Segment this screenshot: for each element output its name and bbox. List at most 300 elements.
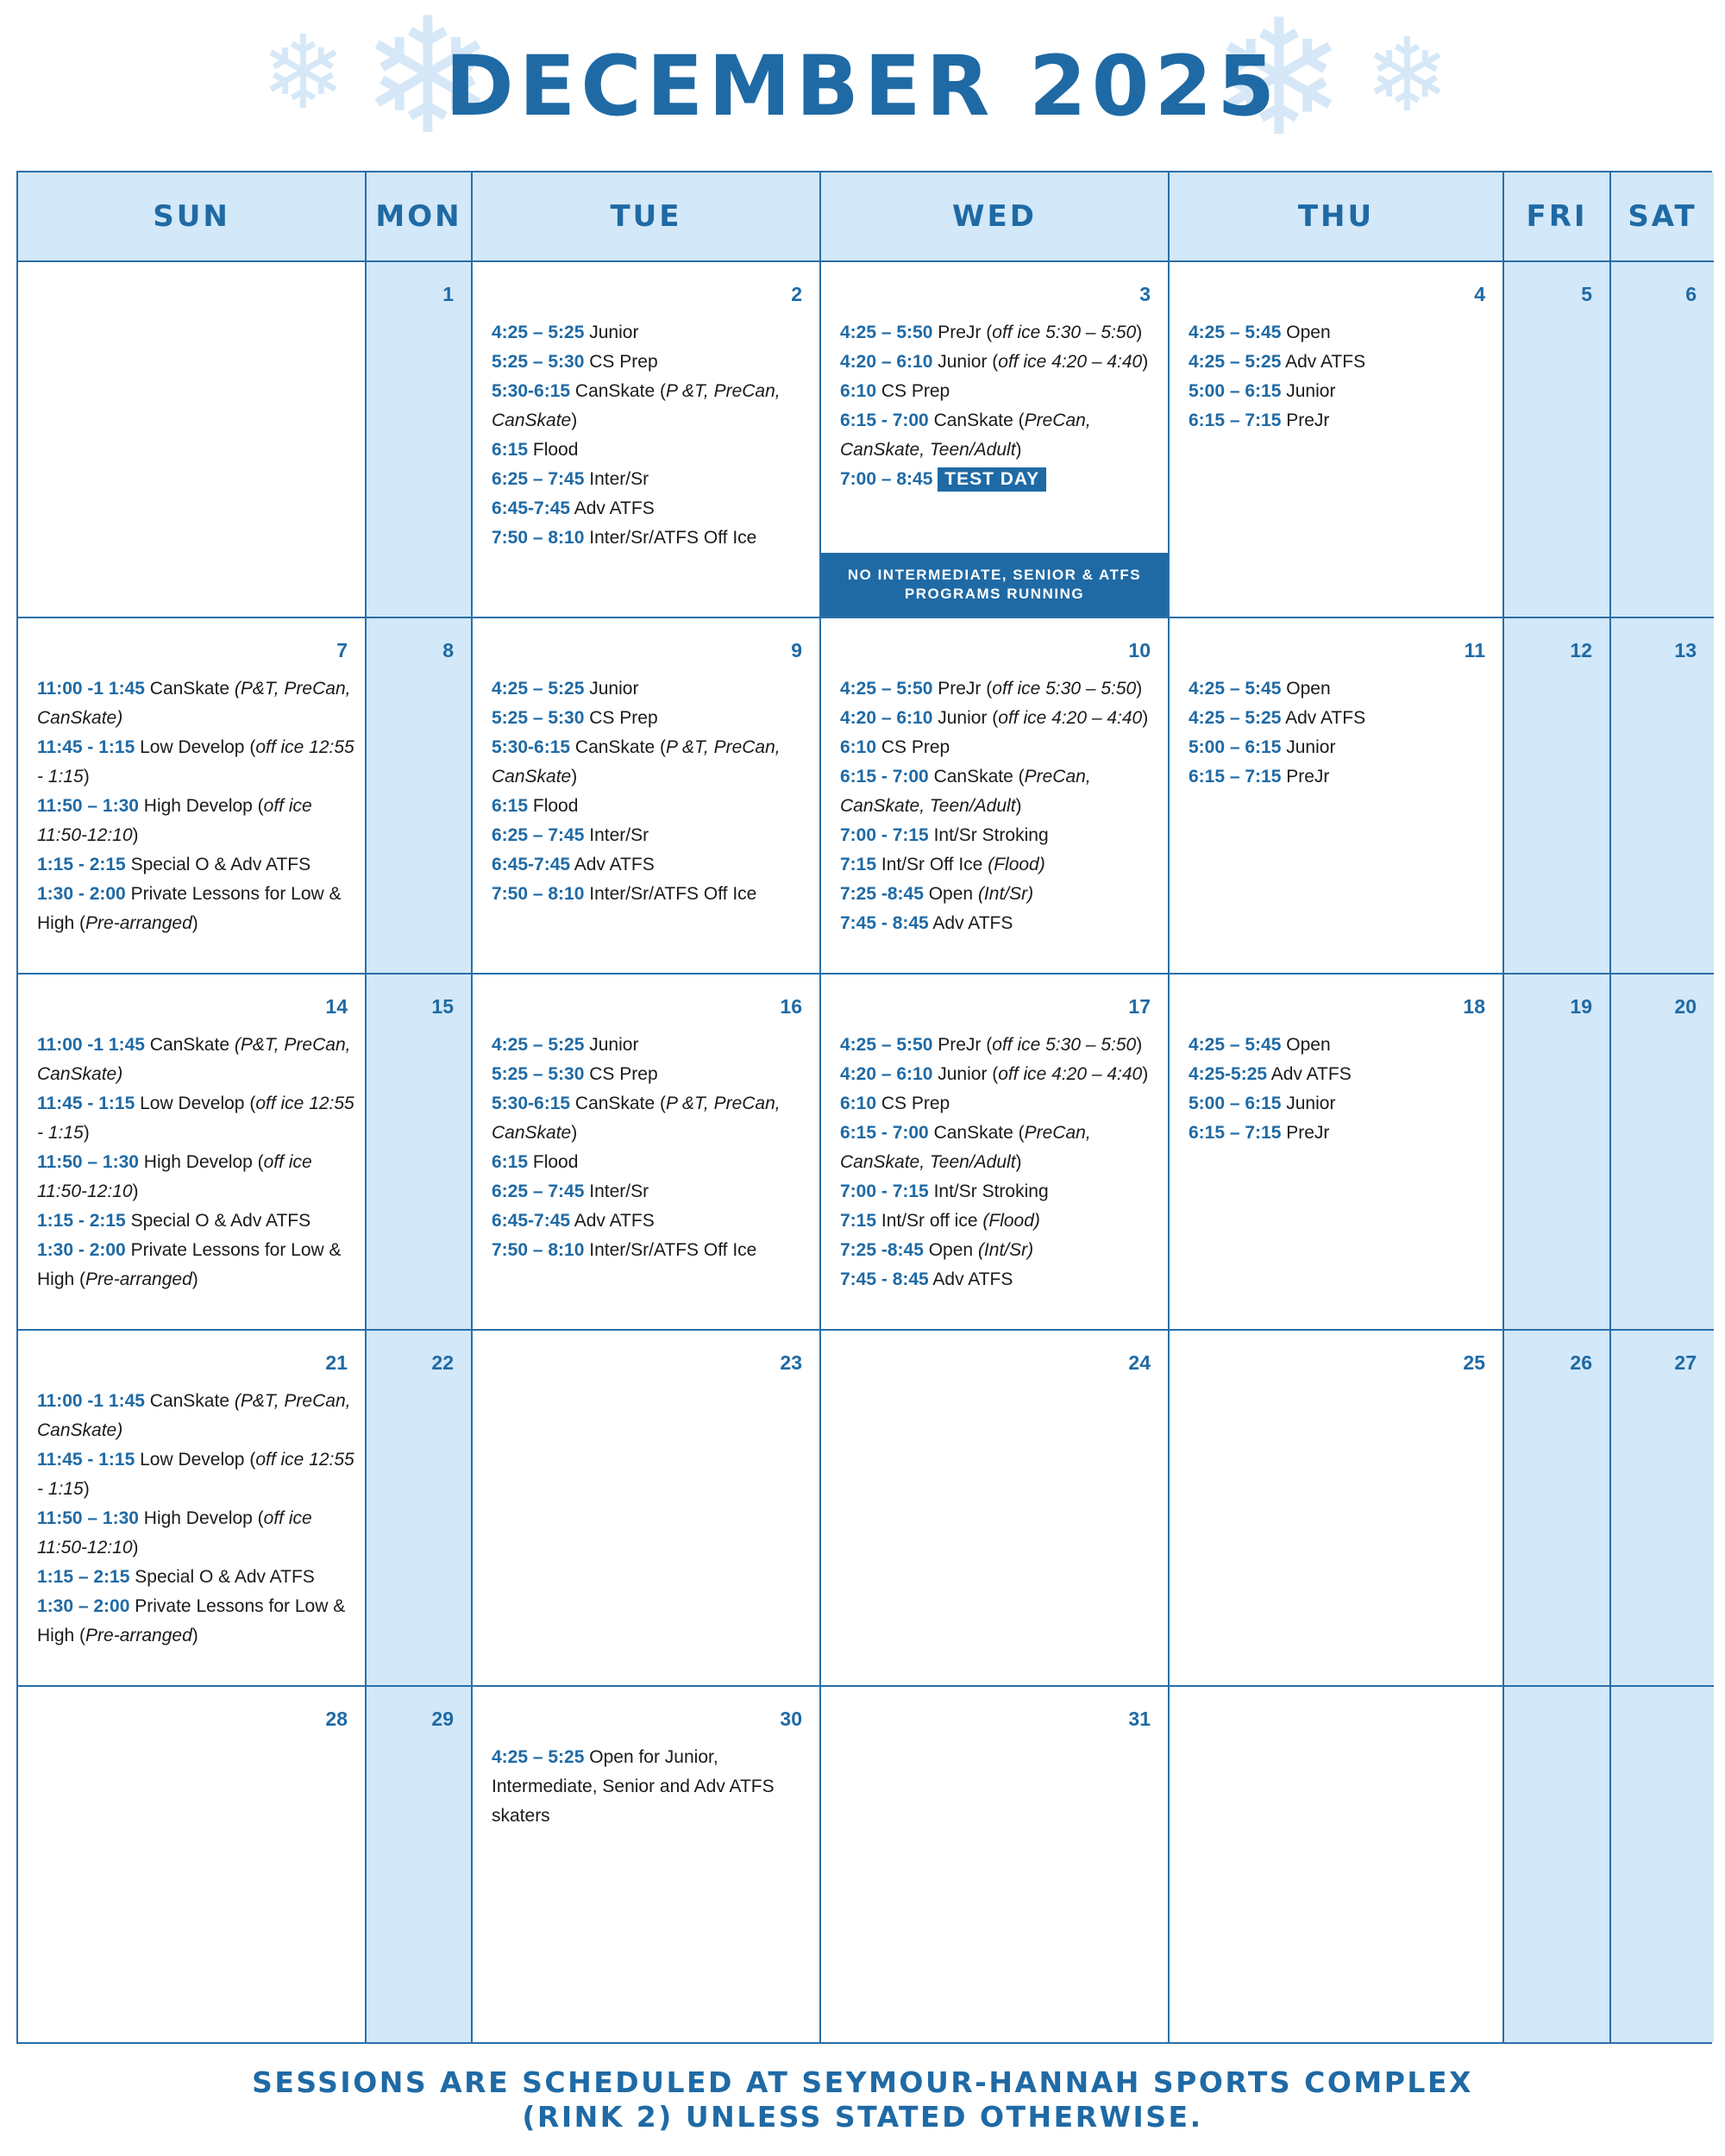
day-cell: [18, 618, 367, 975]
event-label: Int/Sr Stroking: [928, 825, 1049, 845]
event-label: Open: [923, 1240, 978, 1260]
event-item: [840, 850, 1161, 880]
event-label: Inter/Sr/ATFS Off Ice: [584, 884, 757, 904]
event-label: Private Lessons for Low & High (: [37, 1240, 342, 1289]
event-item: [492, 494, 812, 523]
day-cell: [473, 262, 821, 618]
event-label: CanSkate (: [928, 411, 1025, 430]
event-list: [1189, 1031, 1496, 1148]
event-label: CanSkate (: [928, 1123, 1025, 1143]
event-label: Junior: [1281, 737, 1336, 757]
event-label: Private Lessons for Low & High (: [37, 1596, 346, 1645]
event-item: [37, 1031, 358, 1089]
event-note-close: ): [1015, 440, 1022, 460]
day-header-sat: SAT: [1611, 172, 1714, 262]
day-cell: [1611, 262, 1714, 618]
event-time: 6:15 – 7:15: [1189, 767, 1282, 787]
event-note-close: ): [1142, 352, 1149, 372]
event-item: [1189, 762, 1496, 792]
event-label: Junior (: [932, 352, 999, 372]
event-time: 4:25 – 5:25: [492, 1035, 585, 1055]
event-note: (P&T, PreCan, CanSkate): [37, 1391, 351, 1440]
day-number: 18: [1463, 995, 1485, 1018]
day-cell: [1170, 262, 1504, 618]
event-item: [492, 850, 812, 880]
event-note: (P&T, PreCan, CanSkate): [37, 1035, 351, 1084]
day-cell: [18, 975, 367, 1331]
event-note-close: ): [83, 1123, 90, 1143]
event-item: [1189, 1031, 1496, 1060]
snowflake-icon: ❄: [361, 0, 495, 170]
event-label: CanSkate (: [928, 767, 1025, 787]
day-number: 27: [1674, 1351, 1697, 1374]
event-label: Adv ATFS: [928, 1269, 1013, 1289]
event-time: 7:25 -8:45: [840, 884, 924, 904]
event-note: PreCan, CanSkate, Teen/Adult: [840, 767, 1091, 816]
event-time: 7:45 - 8:45: [840, 1269, 929, 1289]
event-item: [37, 1148, 358, 1206]
day-number: 8: [442, 639, 454, 661]
day-cell: [1504, 1331, 1611, 1687]
day-number: 31: [1128, 1708, 1151, 1730]
event-label: PreJr (: [932, 1035, 993, 1055]
day-number: 29: [431, 1708, 454, 1730]
day-number: 19: [1570, 995, 1592, 1018]
program-notice-banner: NO INTERMEDIATE, SENIOR & ATFS PROGRAMS RUNNING: [821, 553, 1168, 617]
event-label: Inter/Sr/ATFS Off Ice: [584, 528, 757, 548]
event-time: 7:25 -8:45: [840, 1240, 924, 1260]
event-time: 6:15 - 7:00: [840, 411, 929, 430]
event-item: [840, 674, 1161, 704]
event-label: Adv ATFS: [1281, 708, 1366, 728]
footer-line: SESSIONS ARE SCHEDULED AT SEYMOUR-HANNAH SPORTS COMPLEX: [252, 2065, 1473, 2099]
event-time: 6:25 – 7:45: [492, 825, 585, 845]
event-item: [492, 821, 812, 850]
day-number: 17: [1128, 995, 1151, 1018]
event-item: [1189, 318, 1496, 348]
day-number: 23: [780, 1351, 802, 1374]
event-time: 4:25 – 5:50: [840, 323, 933, 342]
day-number: 1: [442, 283, 454, 305]
day-cell: [18, 262, 367, 618]
event-time: 11:50 – 1:30: [37, 1508, 139, 1528]
day-cell: [1170, 618, 1504, 975]
event-label: High Develop (: [138, 796, 264, 816]
event-label: Special O & Adv ATFS: [125, 855, 311, 874]
event-time: 4:25 – 5:25: [492, 679, 585, 699]
event-label: CanSkate: [144, 1391, 235, 1411]
event-time: 11:00 -1 1:45: [37, 1391, 145, 1411]
event-item: [492, 674, 812, 704]
event-list: [492, 318, 812, 553]
event-note-close: ): [571, 411, 578, 430]
event-note: P &T, PreCan, CanSkate: [492, 1094, 781, 1143]
day-cell: [473, 1687, 821, 2042]
event-list: [37, 1387, 358, 1651]
event-time: 4:20 – 6:10: [840, 352, 933, 372]
event-label: Int/Sr off ice: [876, 1211, 983, 1231]
event-time: 11:45 - 1:15: [37, 1450, 135, 1470]
day-cell: [1611, 1687, 1714, 2042]
event-label: Open: [1281, 323, 1331, 342]
event-item: [840, 909, 1161, 938]
event-item: [492, 1236, 812, 1265]
day-number: 2: [791, 283, 802, 305]
day-number: 25: [1463, 1351, 1485, 1374]
event-item: [37, 792, 358, 850]
event-time: 6:10: [840, 381, 877, 401]
event-time: 6:15 – 7:15: [1189, 411, 1282, 430]
day-cell: [473, 975, 821, 1331]
event-item: [840, 1089, 1161, 1119]
event-label: PreJr (: [932, 679, 993, 699]
event-item: [492, 436, 812, 465]
event-label: Inter/Sr: [584, 825, 649, 845]
event-note-close: ): [1136, 323, 1143, 342]
event-list: [37, 1031, 358, 1294]
event-label: Flood: [528, 796, 579, 816]
day-cell: [821, 1687, 1170, 2042]
event-item: [492, 704, 812, 733]
footer-note: [0, 2065, 1725, 2134]
event-time: 7:50 – 8:10: [492, 528, 585, 548]
event-note-close: ): [132, 1181, 139, 1201]
event-item: [492, 318, 812, 348]
event-item: [1189, 704, 1496, 733]
day-number: 24: [1128, 1351, 1151, 1374]
event-note-close: ): [83, 1479, 90, 1499]
event-time: 1:15 – 2:15: [37, 1567, 130, 1587]
event-note-close: ): [191, 913, 198, 933]
event-label: Special O & Adv ATFS: [129, 1567, 315, 1587]
event-note-close: ): [191, 1626, 198, 1645]
event-time: 5:25 – 5:30: [492, 1064, 585, 1084]
day-number: 21: [325, 1351, 348, 1374]
event-label: Private Lessons for Low & High (: [37, 884, 342, 933]
event-time: 6:25 – 7:45: [492, 1181, 585, 1201]
event-time: 11:45 - 1:15: [37, 1094, 135, 1113]
event-list: [492, 674, 812, 909]
day-number: 20: [1674, 995, 1697, 1018]
event-note: PreCan, CanSkate, Teen/Adult: [840, 411, 1091, 460]
event-note: off ice 11:50-12:10: [37, 796, 312, 845]
event-time: 11:50 – 1:30: [37, 1152, 139, 1172]
event-label: Junior: [584, 323, 639, 342]
event-label: Special O & Adv ATFS: [125, 1211, 311, 1231]
event-note: (Int/Sr): [977, 1240, 1034, 1260]
event-label: Adv ATFS: [928, 913, 1013, 933]
event-list: [1189, 674, 1496, 792]
event-time: 5:30-6:15: [492, 381, 571, 401]
event-note-close: ): [571, 767, 578, 787]
event-time: 11:00 -1 1:45: [37, 1035, 145, 1055]
event-note: PreCan, CanSkate, Teen/Adult: [840, 1123, 1091, 1172]
day-number: 6: [1685, 283, 1697, 305]
day-number: 26: [1570, 1351, 1592, 1374]
event-item: [1189, 1119, 1496, 1148]
event-item: [1189, 1060, 1496, 1089]
event-time: 6:10: [840, 737, 877, 757]
event-item: [840, 1177, 1161, 1206]
event-note: off ice 12:55 - 1:15: [37, 737, 354, 787]
day-cell: [473, 1331, 821, 1687]
event-label: Junior: [584, 1035, 639, 1055]
event-label: CanSkate: [144, 1035, 235, 1055]
day-cell: [1611, 618, 1714, 975]
event-time: 6:10: [840, 1094, 877, 1113]
event-item: [840, 733, 1161, 762]
event-item: [37, 674, 358, 733]
event-note: off ice 5:30 – 5:50: [992, 1035, 1137, 1055]
event-label: Open: [1281, 679, 1331, 699]
event-item: [840, 348, 1161, 377]
event-label: PreJr: [1281, 411, 1330, 430]
event-label: Low Develop (: [135, 737, 256, 757]
event-item: [492, 377, 812, 436]
day-number: 3: [1139, 283, 1151, 305]
event-time: 7:15: [840, 855, 877, 874]
day-number: 13: [1674, 639, 1697, 661]
event-label: Open: [1281, 1035, 1331, 1055]
event-time: 7:00 - 7:15: [840, 825, 929, 845]
event-note-close: ): [83, 767, 90, 787]
event-item: [1189, 348, 1496, 377]
day-cell: [1611, 1331, 1714, 1687]
event-item: [492, 523, 812, 553]
day-number: 30: [780, 1708, 802, 1730]
event-item: [492, 880, 812, 909]
footer-line: (RINK 2) UNLESS STATED OTHERWISE.: [522, 2100, 1203, 2134]
event-note: Pre-arranged: [85, 1269, 192, 1289]
event-time: 5:00 – 6:15: [1189, 1094, 1282, 1113]
day-header-fri: FRI: [1504, 172, 1611, 262]
event-note: off ice 12:55 - 1:15: [37, 1450, 354, 1499]
event-time: 7:15: [840, 1211, 877, 1231]
event-item: [840, 1031, 1161, 1060]
day-number: 11: [1464, 639, 1485, 661]
day-number: 14: [325, 995, 348, 1018]
event-note: off ice 12:55 - 1:15: [37, 1094, 354, 1143]
event-time: 4:25 – 5:50: [840, 1035, 933, 1055]
event-item: [37, 1089, 358, 1148]
event-note-close: ): [132, 1538, 139, 1557]
event-item: [37, 1563, 358, 1592]
event-item: [840, 465, 1161, 494]
event-time: 6:15: [492, 440, 529, 460]
day-header-mon: MON: [367, 172, 473, 262]
day-number: 7: [336, 639, 348, 661]
day-header-wed: WED: [821, 172, 1170, 262]
event-label: Adv ATFS: [570, 498, 655, 518]
event-label: CanSkate (: [570, 1094, 666, 1113]
day-header-sun: SUN: [18, 172, 367, 262]
event-time: 4:25 – 5:25: [1189, 352, 1282, 372]
event-time: 5:25 – 5:30: [492, 352, 585, 372]
event-time: 7:00 - 7:15: [840, 1181, 929, 1201]
event-item: [37, 733, 358, 792]
day-cell: [1504, 975, 1611, 1331]
event-label: Inter/Sr: [584, 469, 649, 489]
event-note: (P&T, PreCan, CanSkate): [37, 679, 351, 728]
event-item: [37, 1206, 358, 1236]
day-cell: [367, 1687, 473, 2042]
event-item: [37, 1445, 358, 1504]
day-cell: [367, 262, 473, 618]
event-time: 1:15 - 2:15: [37, 855, 126, 874]
day-cell: [18, 1687, 367, 2042]
event-time: 6:15 – 7:15: [1189, 1123, 1282, 1143]
event-item: [840, 318, 1161, 348]
event-time: 1:15 - 2:15: [37, 1211, 126, 1231]
event-item: [492, 1060, 812, 1089]
event-item: [1189, 406, 1496, 436]
event-item: [492, 733, 812, 792]
event-time: 4:20 – 6:10: [840, 708, 933, 728]
calendar-grid: [18, 172, 1710, 2042]
event-item: [492, 465, 812, 494]
event-note-close: ): [1015, 796, 1022, 816]
event-list: [37, 674, 358, 938]
day-cell: [1504, 618, 1611, 975]
event-label: High Develop (: [138, 1508, 264, 1528]
event-label: Adv ATFS: [1267, 1064, 1352, 1084]
event-time: 5:30-6:15: [492, 1094, 571, 1113]
event-item: [840, 762, 1161, 821]
event-time: 1:30 - 2:00: [37, 1240, 126, 1260]
event-label: Int/Sr Stroking: [928, 1181, 1049, 1201]
event-time: 5:00 – 6:15: [1189, 737, 1282, 757]
snowflake-icon: ❄: [260, 13, 346, 132]
event-item: [37, 1236, 358, 1294]
event-note: off ice 5:30 – 5:50: [992, 323, 1137, 342]
event-list: [492, 1031, 812, 1265]
event-item: [840, 1206, 1161, 1236]
event-label: Low Develop (: [135, 1450, 256, 1470]
event-time: 11:50 – 1:30: [37, 796, 139, 816]
day-cell: [821, 1331, 1170, 1687]
event-label: CS Prep: [584, 1064, 658, 1084]
event-item: [840, 377, 1161, 406]
event-label: Adv ATFS: [1281, 352, 1366, 372]
event-note-close: ): [191, 1269, 198, 1289]
event-list: [840, 674, 1161, 938]
page-header: [0, 0, 1725, 172]
event-item: [37, 1387, 358, 1445]
event-label: PreJr: [1281, 767, 1330, 787]
event-list: [492, 1743, 812, 1831]
event-list: [840, 318, 1161, 494]
event-label: Int/Sr Off Ice: [876, 855, 988, 874]
event-item: [492, 1177, 812, 1206]
day-number: 12: [1570, 639, 1592, 661]
event-list: [840, 1031, 1161, 1294]
event-note: Pre-arranged: [85, 1626, 192, 1645]
event-item: [1189, 674, 1496, 704]
day-cell: [1170, 1331, 1504, 1687]
event-note: off ice 4:20 – 4:40: [998, 352, 1143, 372]
event-label: Open: [923, 884, 978, 904]
day-number: 15: [431, 995, 454, 1018]
event-time: 1:30 – 2:00: [37, 1596, 130, 1616]
day-cell: [821, 618, 1170, 975]
event-item: [37, 1504, 358, 1563]
calendar: [16, 171, 1712, 2044]
event-time: 6:45-7:45: [492, 498, 571, 518]
day-number: 4: [1474, 283, 1485, 305]
event-label: Junior: [584, 679, 639, 699]
day-number: 16: [780, 995, 802, 1018]
event-label: CS Prep: [876, 1094, 950, 1113]
event-label: CanSkate: [144, 679, 235, 699]
event-label: Adv ATFS: [570, 1211, 655, 1231]
event-label: Junior (: [932, 1064, 999, 1084]
event-label: Inter/Sr: [584, 1181, 649, 1201]
event-time: 7:45 - 8:45: [840, 913, 929, 933]
day-number: 9: [791, 639, 802, 661]
day-number: 28: [325, 1708, 348, 1730]
event-item: [840, 821, 1161, 850]
event-time: 4:25 – 5:25: [492, 1747, 585, 1767]
day-cell: [821, 975, 1170, 1331]
event-note-close: ): [132, 825, 139, 845]
event-label: PreJr (: [932, 323, 993, 342]
event-item: [37, 880, 358, 938]
event-label: CanSkate (: [570, 381, 666, 401]
event-time: 6:15: [492, 796, 529, 816]
event-note: (Flood): [982, 1211, 1040, 1231]
event-note-close: ): [571, 1123, 578, 1143]
event-list: [1189, 318, 1496, 436]
event-time: 4:25 – 5:45: [1189, 323, 1282, 342]
day-header-thu: THU: [1170, 172, 1504, 262]
event-note-close: ): [1136, 1035, 1143, 1055]
event-time: 4:20 – 6:10: [840, 1064, 933, 1084]
event-label: CS Prep: [876, 737, 950, 757]
test-day-badge: TEST DAY: [938, 467, 1046, 492]
event-label: Open for Junior, Intermediate, Senior and Adv ATFS skaters: [492, 1747, 775, 1826]
event-note: Pre-arranged: [85, 913, 192, 933]
day-cell: [1611, 975, 1714, 1331]
event-label: CanSkate (: [570, 737, 666, 757]
event-time: 5:30-6:15: [492, 737, 571, 757]
day-cell: [367, 1331, 473, 1687]
event-note-close: ): [1142, 708, 1149, 728]
event-time: 7:50 – 8:10: [492, 1240, 585, 1260]
event-note: off ice 11:50-12:10: [37, 1508, 312, 1557]
event-item: [840, 1265, 1161, 1294]
event-time: 4:25-5:25: [1189, 1064, 1268, 1084]
event-item: [37, 1592, 358, 1651]
event-label: Flood: [528, 440, 579, 460]
day-number: 10: [1128, 639, 1151, 661]
event-time: 6:45-7:45: [492, 1211, 571, 1231]
event-time: 6:45-7:45: [492, 855, 571, 874]
event-note: P &T, PreCan, CanSkate: [492, 737, 781, 787]
event-label: Flood: [528, 1152, 579, 1172]
day-number: 22: [431, 1351, 454, 1374]
event-label: CS Prep: [584, 708, 658, 728]
event-item: [492, 1148, 812, 1177]
event-item: [840, 406, 1161, 465]
event-item: [37, 850, 358, 880]
event-time: 6:15: [492, 1152, 529, 1172]
event-item: [1189, 733, 1496, 762]
event-time: 11:00 -1 1:45: [37, 679, 145, 699]
event-time: 4:25 – 5:50: [840, 679, 933, 699]
day-cell: [18, 1331, 367, 1687]
event-note: off ice 4:20 – 4:40: [998, 708, 1143, 728]
event-time: 4:25 – 5:25: [492, 323, 585, 342]
